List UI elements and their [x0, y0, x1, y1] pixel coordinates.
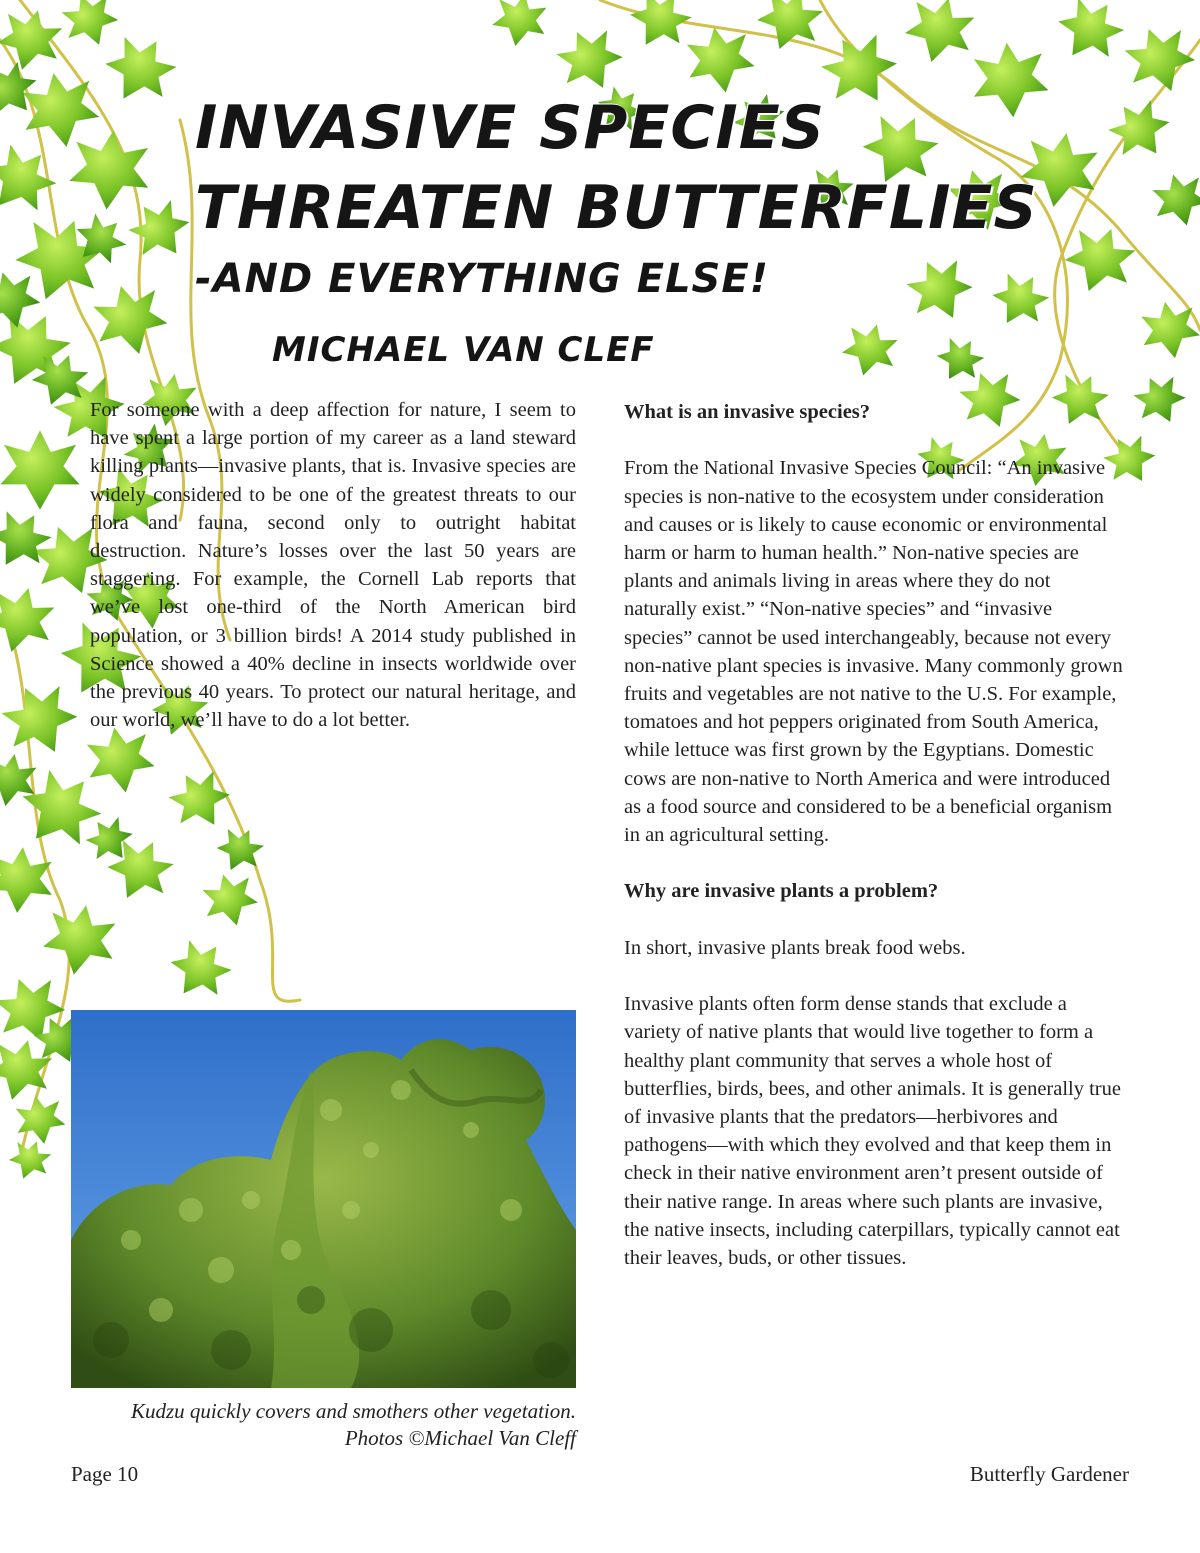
section-body-problem-2: Invasive plants often form dense stands that exclude a variety of native plants that would live together to form a healthy plant community that serves a whole host of butterflies, birds, bees, and other animals. It is generally true of invasive plants that the predators—herbivores and pathogens—with which they evolved and that keep them in check in their native environment aren’t present outside of their native range. In areas where such plants are invasive, the native insects, including caterpillars, typically cannot eat their leaves, buds, or other tissues.	[624, 993, 1121, 1270]
page-number: Page 10	[71, 1462, 139, 1486]
title-line-2: THREATEN BUTTERFLIES	[195, 173, 1038, 243]
article-title	[195, 88, 1038, 310]
kudzu-photo	[71, 1010, 576, 1388]
kudzu-photo-image	[71, 1010, 576, 1388]
section-body-invasive: From the National Invasive Species Council: “An invasive species is non-native to the ecosystem under consideration and causes or is likely to cause economic or environmental harm or harm to human health.” Non-native species are plants and animals living in areas where they do not naturally exist.” “Non-native species” and “invasive species” cannot be used interchangeably, because not every non-native plant species is invasive. Many commonly grown fruits and vegetables are not native to the U.S. For example, tomatoes and hot peppers originated from South America, while lettuce was first grown by the Egyptians. Domestic cows are non-native to North America and were introduced as a food source and considered to be a beneficial organism in an agricultural setting.	[624, 457, 1123, 847]
section-heading-invasive: What is an invasive species?	[624, 401, 871, 423]
right-column	[624, 398, 1124, 1300]
caption-line-2: Photos ©Michael Van Cleff	[344, 1426, 576, 1450]
section-body-problem-1: In short, invasive plants break food webs.	[624, 936, 966, 959]
caption-line-1: Kudzu quickly covers and smothers other vegetation.	[131, 1399, 576, 1423]
author-byline: MICHAEL VAN CLEF	[272, 330, 655, 370]
intro-text: For someone with a deep affection for nature, I seem to have spent a large portion of my career as a land steward killing plants—invasive plants, that is. Invasive species are widely considered to be one of the greatest threats to our flora and fauna, second only to outright habitat destruction. Nature’s losses over the last 50 years are staggering. For example, the Cornell Lab reports that we’ve lost one-third of the North American bird population, or 3 billion birds! A 2014 study published in Science showed a 40% decline in insects worldwide over the previous 40 years. To protect our natural heritage, and our world, we’ll have to do a lot better.	[90, 399, 576, 732]
photo-caption	[60, 1398, 576, 1452]
section-heading-problem: Why are invasive plants a problem?	[624, 880, 939, 903]
title-line-3: -AND EVERYTHING ELSE!	[195, 256, 769, 302]
intro-paragraph	[90, 396, 576, 956]
publication-name: Butterfly Gardener	[969, 1462, 1129, 1486]
title-line-1: INVASIVE SPECIES	[195, 93, 825, 163]
